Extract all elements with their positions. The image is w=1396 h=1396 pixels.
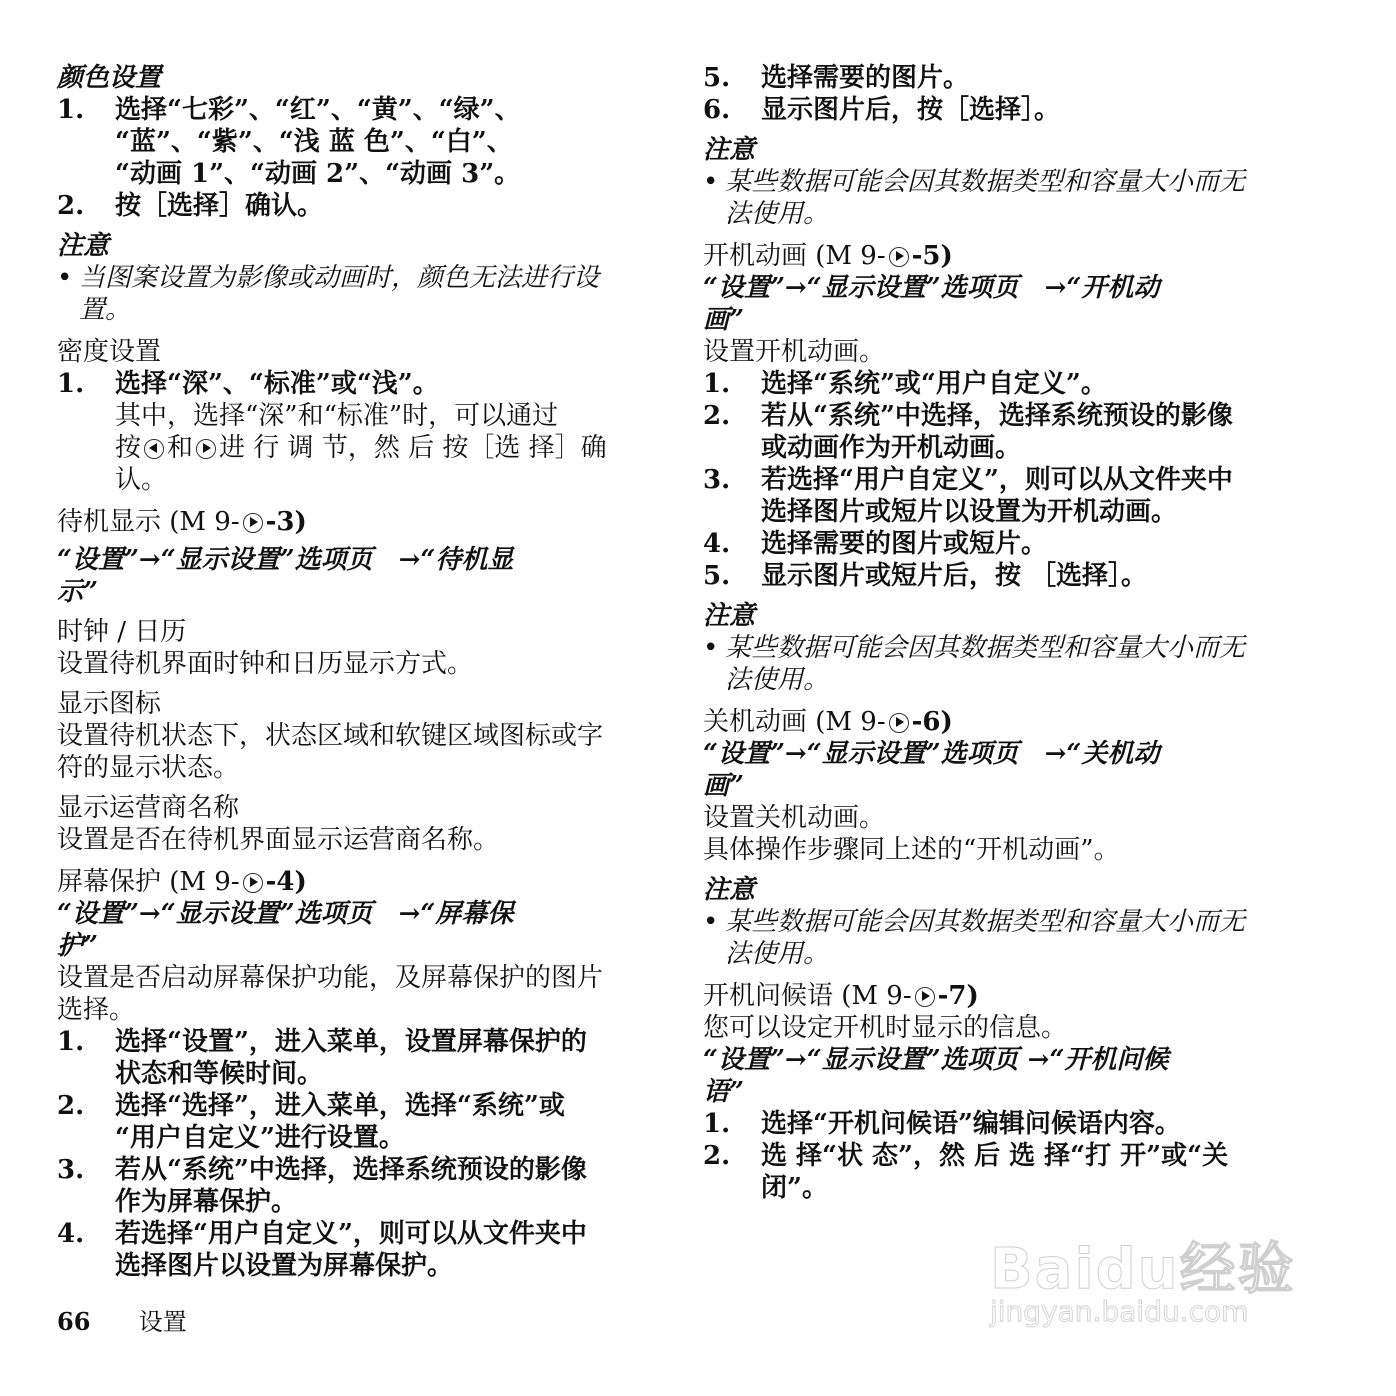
- item-line: 若选择“用户自定义”，则可以从文件夹中: [761, 465, 1233, 495]
- item-text: [761, 62, 1295, 94]
- path-line: “设置”→“显示设置”选项页 →“屏幕保: [57, 899, 514, 929]
- menu-path: [703, 1044, 1295, 1108]
- list-item: [703, 464, 1295, 528]
- note-line: 法使用。: [725, 199, 830, 229]
- note-line: 法使用。: [725, 939, 830, 969]
- item-text: [761, 560, 1295, 592]
- watermark: [990, 1195, 1310, 1345]
- detail-line: 认。: [115, 465, 168, 495]
- desc-line: 符的显示状态。: [57, 753, 240, 783]
- section-title-text: 开机动画 (M 9-: [703, 241, 886, 271]
- item-line: 选择图片以设置为屏幕保护。: [115, 1251, 454, 1281]
- menu-path: [57, 898, 647, 962]
- list-item: [703, 400, 1295, 464]
- right-arrow-icon: [889, 247, 909, 267]
- operator-name-title: 显示运营商名称: [57, 793, 240, 823]
- left-arrow-icon: [144, 439, 164, 459]
- menu-code: -7): [937, 981, 979, 1011]
- path-line: 示”: [57, 577, 98, 607]
- note-item: [703, 166, 1295, 230]
- detail-text: 和: [167, 433, 194, 463]
- list-item: [703, 368, 1295, 400]
- color-settings-list: [57, 94, 647, 222]
- list-item: [57, 94, 647, 190]
- item-line: 按［选择］确认。: [115, 191, 324, 221]
- item-number: 3.: [57, 1155, 85, 1185]
- item-line: 若选择“用户自定义”，则可以从文件夹中: [115, 1219, 587, 1249]
- section-title-text: 待机显示 (M 9-: [57, 507, 240, 537]
- clock-calendar-desc: 设置待机界面时钟和日历显示方式。: [57, 649, 474, 679]
- bullet-icon: •: [703, 907, 719, 937]
- display-icons-title: 显示图标: [57, 689, 162, 719]
- item-line: 选择图片或短片以设置为开机动画。: [761, 497, 1178, 527]
- item-line: 选择“设置”，进入菜单，设置屏幕保护的: [115, 1027, 587, 1057]
- menu-path: [703, 272, 1295, 336]
- item-text: [115, 1218, 647, 1282]
- item-number: 5.: [703, 63, 731, 93]
- density-settings-title: 密度设置: [57, 337, 162, 367]
- section-name: 设置: [138, 1308, 187, 1336]
- item-number: 1.: [57, 1027, 85, 1057]
- item-line: 选择“选择”，进入菜单，选择“系统”或: [115, 1091, 565, 1121]
- item-number: 1.: [703, 1109, 731, 1139]
- menu-code: -5): [911, 241, 953, 271]
- menu-code: -3): [265, 507, 307, 537]
- item-line: 显示图片后，按［选择］。: [761, 95, 1061, 125]
- note-item: [703, 632, 1295, 696]
- item-number: 1.: [57, 95, 85, 125]
- list-item: [57, 1218, 647, 1282]
- note-line: 法使用。: [725, 665, 830, 695]
- item-line: 选择“开机问候语”编辑问候语内容。: [761, 1109, 1181, 1139]
- item-text: [761, 1108, 1295, 1140]
- item-number: 2.: [703, 1141, 731, 1171]
- note-line: 某些数据可能会因其数据类型和容量大小而无: [725, 633, 1246, 663]
- standby-display-title: [57, 506, 647, 538]
- right-column: [703, 62, 1295, 1204]
- item-number: 4.: [57, 1219, 85, 1249]
- item-line: 选择“七彩”、“红”、“黄”、“绿”、: [115, 95, 521, 125]
- item-text: [761, 528, 1295, 560]
- detail-text: 按: [115, 433, 142, 463]
- note-line: 置。: [79, 295, 132, 325]
- watermark-url: jingyan.baidu.com: [990, 1295, 1249, 1328]
- path-line: “设置”→“显示设置”选项页 →“关机动: [703, 739, 1160, 769]
- screensaver-title: [57, 866, 647, 898]
- item-text: [115, 1026, 647, 1090]
- step-list: [703, 62, 1295, 126]
- list-item: [57, 190, 647, 222]
- item-text: [115, 1090, 647, 1154]
- item-text: [761, 368, 1295, 400]
- section-title-text: 屏幕保护 (M 9-: [57, 867, 240, 897]
- item-line: 选择“系统”或“用户自定义”。: [761, 369, 1107, 399]
- path-line: 画”: [703, 305, 744, 335]
- bullet-icon: •: [703, 633, 719, 663]
- item-line: 闭”。: [761, 1173, 828, 1203]
- item-number: 2.: [57, 191, 85, 221]
- bullet-icon: •: [703, 167, 719, 197]
- desc-line: 设置是否启动屏幕保护功能，及屏幕保护的图片: [57, 963, 604, 993]
- page-number: 66: [57, 1307, 91, 1336]
- path-line: “设置”→“显示设置”选项页 →“开机问候: [703, 1045, 1169, 1075]
- note-item: [703, 906, 1295, 970]
- item-line: 作为屏幕保护。: [115, 1187, 298, 1217]
- left-column: [57, 62, 647, 1282]
- list-item: [703, 560, 1295, 592]
- menu-code: -4): [265, 867, 307, 897]
- note-line: 某些数据可能会因其数据类型和容量大小而无: [725, 167, 1246, 197]
- path-line: “设置”→“显示设置”选项页 →“待机显: [57, 545, 514, 575]
- menu-code: -6): [911, 707, 953, 737]
- note-title: 注意: [57, 231, 110, 261]
- list-item: [57, 368, 647, 400]
- greeting-desc: 您可以设定开机时显示的信息。: [703, 1013, 1068, 1043]
- note-item: [57, 262, 647, 326]
- item-number: 6.: [703, 95, 731, 125]
- item-text: [115, 94, 647, 190]
- boot-animation-title: [703, 240, 1295, 272]
- item-line: 若从“系统”中选择，选择系统预设的影像: [115, 1155, 587, 1185]
- watermark-logo: Baidu经验: [990, 1237, 1296, 1302]
- list-item: [703, 1108, 1295, 1140]
- list-item: [703, 94, 1295, 126]
- list-item: [703, 62, 1295, 94]
- path-line: 语”: [703, 1077, 744, 1107]
- display-icons-desc: [57, 720, 647, 784]
- item-line: “动画 1”、“动画 2”、“动画 3”。: [115, 159, 521, 189]
- detail-line: [115, 432, 647, 464]
- greeting-title: [703, 980, 1295, 1012]
- boot-animation-desc: 设置开机动画。: [703, 337, 886, 367]
- item-text: [761, 400, 1295, 464]
- item-line: 选 择“状 态”，然 后 选 择“打 开”或“关: [761, 1141, 1229, 1171]
- note-line: 当图案设置为影像或动画时，颜色无法进行设: [79, 263, 600, 293]
- path-line: 画”: [703, 771, 744, 801]
- item-number: 1.: [57, 369, 85, 399]
- note-title: 注意: [703, 135, 756, 165]
- item-line: 或动画作为开机动画。: [761, 433, 1022, 463]
- note-title: 注意: [703, 875, 756, 905]
- section-title-text: 关机动画 (M 9-: [703, 707, 886, 737]
- bullet-icon: •: [57, 263, 73, 293]
- right-arrow-icon: [915, 987, 935, 1007]
- item-line: 状态和等候时间。: [115, 1059, 324, 1089]
- item-text: [115, 1154, 647, 1218]
- desc-line: 设置待机状态下，状态区域和软键区域图标或字: [57, 721, 604, 751]
- item-line: 若从“系统”中选择，选择系统预设的影像: [761, 401, 1233, 431]
- path-line: 护”: [57, 931, 98, 961]
- right-arrow-icon: [196, 439, 216, 459]
- note-title: 注意: [703, 601, 756, 631]
- shutdown-animation-desc: [703, 802, 1295, 866]
- screensaver-list: [57, 1026, 647, 1282]
- item-text: [115, 190, 647, 222]
- item-line: 显示图片或短片后，按 ［选择］。: [761, 561, 1148, 591]
- desc-line: 具体操作步骤同上述的“开机动画”。: [703, 835, 1120, 865]
- item-line: 选择需要的图片。: [761, 63, 970, 93]
- item-line: “蓝”、“紫”、“浅 蓝 色”、“白”、: [115, 127, 513, 157]
- right-arrow-icon: [243, 513, 263, 533]
- item-line: “用户自定义”进行设置。: [115, 1123, 405, 1153]
- list-item: [57, 1090, 647, 1154]
- item-line: 选择需要的图片或短片。: [761, 529, 1048, 559]
- greeting-list: [703, 1108, 1295, 1204]
- item-number: 3.: [703, 465, 731, 495]
- item-number: 5.: [703, 561, 731, 591]
- menu-path: [57, 544, 647, 608]
- list-item: [57, 1026, 647, 1090]
- path-line: “设置”→“显示设置”选项页 →“开机动: [703, 273, 1160, 303]
- list-item: [57, 1154, 647, 1218]
- section-title-text: 开机问候语 (M 9-: [703, 981, 912, 1011]
- item-text: [761, 94, 1295, 126]
- item-text: 选择“深”、“标准”或“浅”。: [115, 369, 439, 399]
- item-number: 2.: [703, 401, 731, 431]
- item-number: 4.: [703, 529, 731, 559]
- operator-name-desc: 设置是否在待机界面显示运营商名称。: [57, 825, 500, 855]
- color-settings-title: 颜色设置: [57, 63, 162, 93]
- desc-line: 选择。: [57, 995, 136, 1025]
- note-line: 某些数据可能会因其数据类型和容量大小而无: [725, 907, 1246, 937]
- detail-text: 进 行 调 节，然 后 按［选 择］确: [219, 433, 607, 463]
- item-text: [761, 464, 1295, 528]
- density-detail: [57, 400, 647, 496]
- clock-calendar-title: 时钟 / 日历: [57, 617, 187, 647]
- menu-path: [703, 738, 1295, 802]
- item-number: 1.: [703, 369, 731, 399]
- item-number: 2.: [57, 1091, 85, 1121]
- page-footer: [57, 1302, 187, 1337]
- boot-animation-list: [703, 368, 1295, 592]
- list-item: [703, 528, 1295, 560]
- right-arrow-icon: [889, 713, 909, 733]
- detail-line: 其中，选择“深”和“标准”时，可以通过: [115, 401, 559, 431]
- right-arrow-icon: [243, 873, 263, 893]
- screensaver-desc: [57, 962, 647, 1026]
- desc-line: 设置关机动画。: [703, 803, 886, 833]
- shutdown-animation-title: [703, 706, 1295, 738]
